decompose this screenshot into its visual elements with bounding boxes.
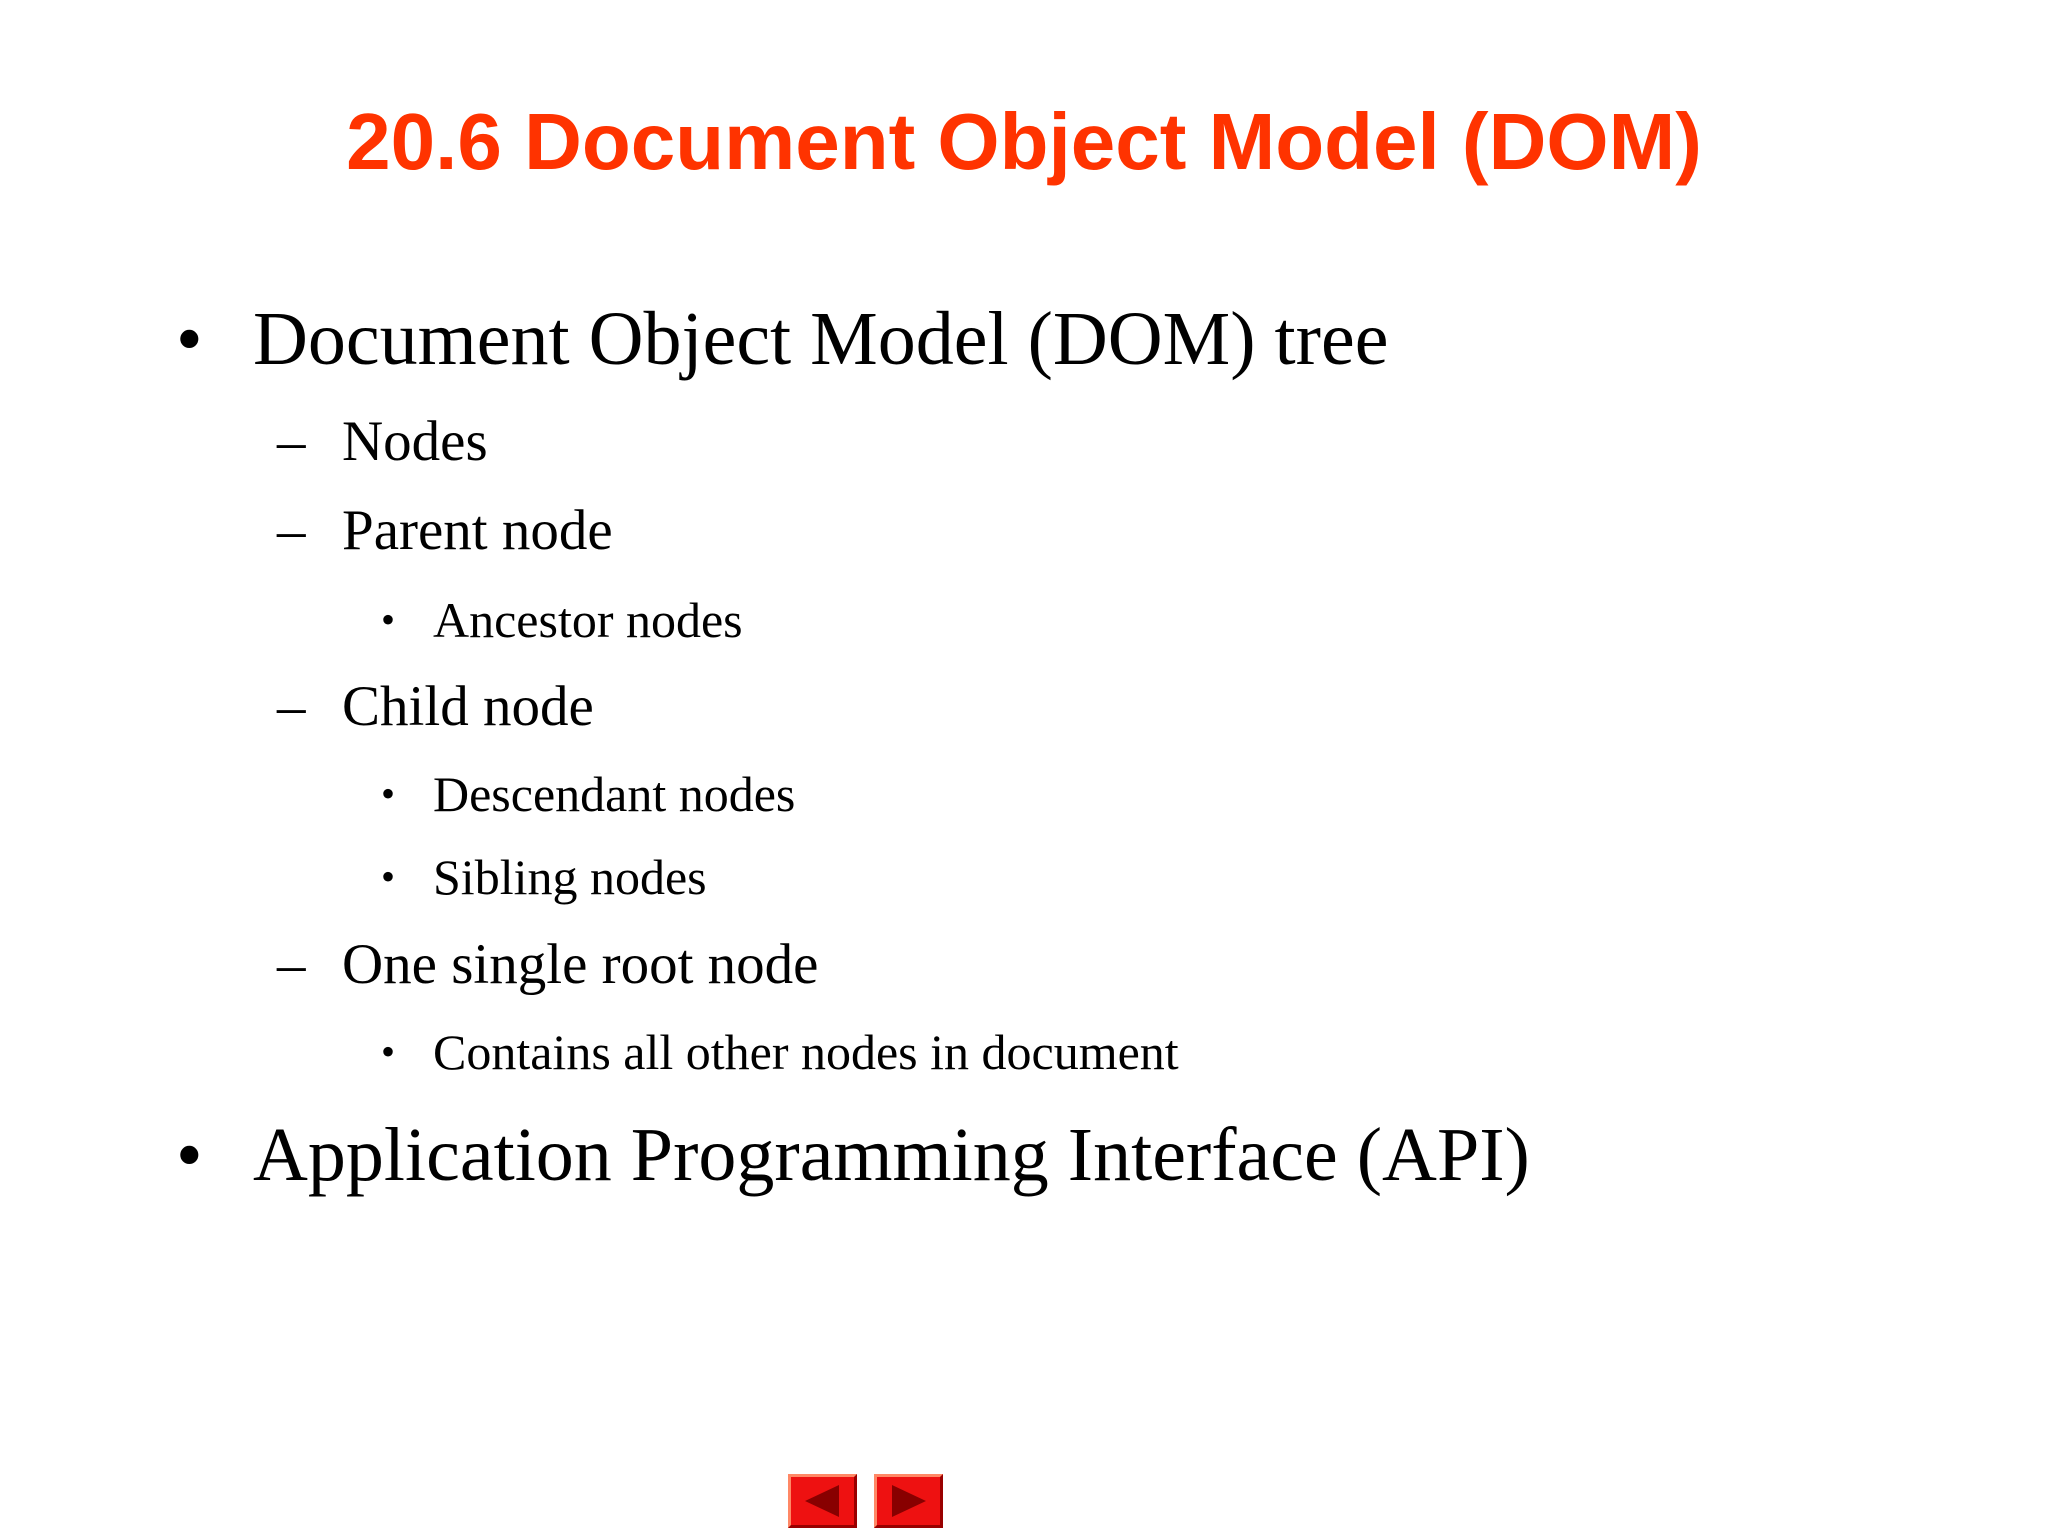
bullet-text: Parent node <box>342 499 613 562</box>
bullet-marker: • <box>381 854 396 899</box>
bullet-marker: • <box>381 1029 396 1074</box>
bullet-marker: • <box>381 771 396 816</box>
bullet-text: Child node <box>342 675 594 738</box>
bullet-marker: • <box>176 297 203 381</box>
bullet-text: Ancestor nodes <box>433 592 743 648</box>
bullet-text: Sibling nodes <box>433 849 707 905</box>
bullet-text: Contains all other nodes in document <box>433 1024 1179 1080</box>
slide-title: 20.6 Document Object Model (DOM) <box>346 97 1702 186</box>
dash-marker: – <box>277 675 306 738</box>
bullet-text: Application Programming Interface (API) <box>253 1113 1530 1197</box>
bullet-text: Descendant nodes <box>433 766 796 822</box>
next-slide-button[interactable] <box>874 1474 943 1528</box>
left-triangle-icon <box>791 1477 854 1525</box>
right-triangle-icon <box>877 1477 940 1525</box>
bullet-text: Nodes <box>342 410 488 473</box>
bullet-marker: • <box>176 1113 203 1197</box>
bullet-marker: • <box>381 597 396 642</box>
dash-marker: – <box>277 499 306 562</box>
previous-slide-button[interactable] <box>788 1474 857 1528</box>
bullet-text: One single root node <box>342 933 819 996</box>
dash-marker: – <box>277 410 306 473</box>
bullet-text: Document Object Model (DOM) tree <box>253 297 1389 381</box>
dash-marker: – <box>277 933 306 996</box>
